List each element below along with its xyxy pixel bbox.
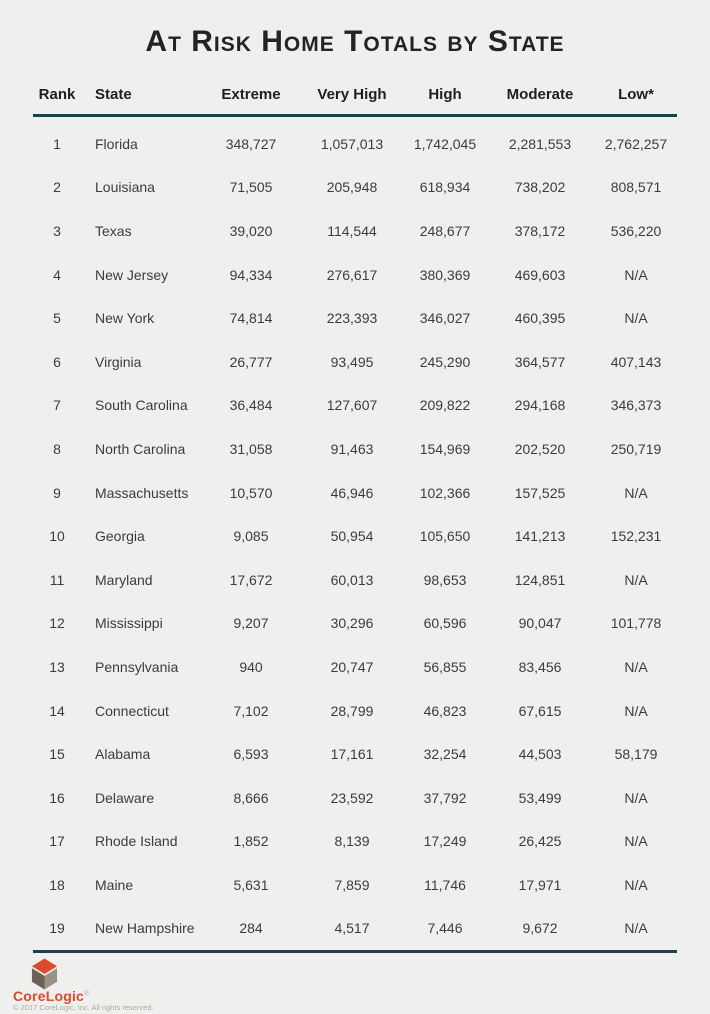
col-header-moderate: Moderate xyxy=(506,85,574,103)
cell-rank: 4 xyxy=(53,266,61,283)
cell-rank: 9 xyxy=(53,484,61,501)
cell-very-high: 60,013 xyxy=(330,571,374,588)
cell-extreme: 71,505 xyxy=(229,179,273,196)
cell-very-high: 114,544 xyxy=(327,222,377,239)
table-header-row xyxy=(33,78,677,110)
cell-moderate: 294,168 xyxy=(514,397,566,414)
cell-very-high: 127,607 xyxy=(326,397,378,414)
cell-extreme: 284 xyxy=(239,920,263,937)
cell-low: 2,762,257 xyxy=(604,135,668,152)
cell-extreme: 8,666 xyxy=(233,789,269,806)
brand-wordmark xyxy=(13,988,89,1004)
cell-high: 98,653 xyxy=(423,571,467,588)
cell-extreme: 9,207 xyxy=(233,615,269,632)
cell-state: Rhode Island xyxy=(95,833,178,850)
bottom-divider xyxy=(33,950,677,953)
cell-very-high: 205,948 xyxy=(326,179,378,196)
cell-high: 618,934 xyxy=(419,179,471,196)
cell-very-high: 1,057,013 xyxy=(320,135,384,152)
page-title: At Risk Home Totals by State xyxy=(145,25,565,58)
table-row xyxy=(33,776,677,820)
table-row xyxy=(33,863,677,907)
table-row xyxy=(33,514,677,558)
table-row xyxy=(33,689,677,733)
cell-rank: 17 xyxy=(49,833,65,850)
cell-moderate: 90,047 xyxy=(518,615,562,632)
cell-extreme: 7,102 xyxy=(233,702,269,719)
cell-state: Delaware xyxy=(95,789,155,806)
cell-high: 56,855 xyxy=(423,658,467,675)
cell-very-high: 30,296 xyxy=(330,615,374,632)
cell-low: 101,778 xyxy=(610,615,662,632)
cell-state: Georgia xyxy=(95,528,145,545)
cell-moderate: 460,395 xyxy=(514,310,566,327)
cell-rank: 11 xyxy=(49,571,65,588)
corelogic-cube-icon xyxy=(30,957,59,991)
cell-rank: 6 xyxy=(53,353,61,370)
cell-very-high: 8,139 xyxy=(334,833,370,850)
cell-low: N/A xyxy=(624,310,648,327)
table-row xyxy=(33,340,677,384)
cell-low: 152,231 xyxy=(610,528,662,545)
cell-rank: 12 xyxy=(49,615,65,632)
cell-low: N/A xyxy=(624,266,648,283)
cell-low: 407,143 xyxy=(610,353,662,370)
cell-rank: 14 xyxy=(49,702,65,719)
cell-high: 245,290 xyxy=(419,353,471,370)
cell-high: 1,742,045 xyxy=(413,135,477,152)
cell-low: N/A xyxy=(624,789,648,806)
cell-extreme: 36,484 xyxy=(229,397,273,414)
cell-rank: 15 xyxy=(49,746,65,763)
cell-state: South Carolina xyxy=(95,397,188,414)
cell-rank: 19 xyxy=(49,920,65,937)
cell-high: 380,369 xyxy=(419,266,471,283)
cell-low: N/A xyxy=(624,876,648,893)
cell-state: Maine xyxy=(95,876,134,893)
table-body xyxy=(33,117,677,950)
cell-state: Pennsylvania xyxy=(95,658,179,675)
cell-low: 808,571 xyxy=(610,179,662,196)
cell-moderate: 157,525 xyxy=(514,484,566,501)
cell-high: 37,792 xyxy=(423,789,467,806)
cell-very-high: 20,747 xyxy=(330,658,374,675)
cell-state: North Carolina xyxy=(95,440,186,457)
table-row xyxy=(33,820,677,864)
cell-very-high: 46,946 xyxy=(330,484,374,501)
cell-very-high: 23,592 xyxy=(330,789,374,806)
cell-moderate: 9,672 xyxy=(522,920,558,937)
cell-moderate: 364,577 xyxy=(514,353,566,370)
cell-state: Texas xyxy=(95,222,132,239)
cell-high: 102,366 xyxy=(419,484,471,501)
copyright-text: © 2017 CoreLogic, Inc. All rights reserved. xyxy=(13,1003,154,1012)
cell-high: 105,650 xyxy=(419,528,471,545)
cell-extreme: 10,570 xyxy=(229,484,273,501)
cell-extreme: 94,334 xyxy=(229,266,273,283)
cell-moderate: 83,456 xyxy=(518,658,562,675)
col-header-high: High xyxy=(428,85,462,103)
cell-state: Alabama xyxy=(95,746,151,763)
cell-high: 32,254 xyxy=(423,746,467,763)
cell-state: Virginia xyxy=(95,353,142,370)
cell-high: 11,746 xyxy=(424,876,466,893)
cell-moderate: 26,425 xyxy=(518,833,562,850)
cell-very-high: 276,617 xyxy=(326,266,378,283)
table-row xyxy=(33,558,677,602)
cell-very-high: 4,517 xyxy=(334,920,370,937)
table-row xyxy=(33,166,677,210)
cell-moderate: 53,499 xyxy=(518,789,562,806)
cell-extreme: 74,814 xyxy=(229,310,273,327)
cell-very-high: 17,161 xyxy=(330,746,374,763)
cell-low: N/A xyxy=(624,833,648,850)
table-row xyxy=(33,602,677,646)
table-row xyxy=(33,122,677,166)
cell-state: Florida xyxy=(95,135,138,152)
cell-rank: 7 xyxy=(53,397,61,414)
table-row xyxy=(33,732,677,776)
cell-very-high: 91,463 xyxy=(330,440,374,457)
cell-extreme: 1,852 xyxy=(233,833,269,850)
cell-moderate: 17,971 xyxy=(518,876,562,893)
cell-high: 346,027 xyxy=(419,310,471,327)
cell-moderate: 469,603 xyxy=(514,266,566,283)
cell-extreme: 940 xyxy=(239,658,263,675)
table-row xyxy=(33,209,677,253)
risk-table xyxy=(33,78,677,953)
col-header-rank: Rank xyxy=(38,85,76,103)
cell-state: New York xyxy=(95,310,155,327)
cell-moderate: 2,281,553 xyxy=(508,135,572,152)
cell-very-high: 93,495 xyxy=(330,353,374,370)
cell-low: N/A xyxy=(624,920,648,937)
cell-extreme: 39,020 xyxy=(229,222,273,239)
cell-rank: 8 xyxy=(53,440,61,457)
cell-high: 46,823 xyxy=(423,702,467,719)
col-header-extreme: Extreme xyxy=(221,85,281,103)
cell-low: 58,179 xyxy=(614,746,658,763)
cell-very-high: 223,393 xyxy=(326,310,378,327)
cell-high: 248,677 xyxy=(419,222,471,239)
cell-high: 7,446 xyxy=(427,920,463,937)
cell-state: Mississippi xyxy=(95,615,163,632)
cell-high: 60,596 xyxy=(423,615,467,632)
cell-low: 250,719 xyxy=(610,440,662,457)
cell-rank: 16 xyxy=(49,789,65,806)
col-header-very-high: Very High xyxy=(317,85,387,103)
cell-rank: 5 xyxy=(53,310,61,327)
cell-state: New Hampshire xyxy=(95,920,195,937)
cell-moderate: 67,615 xyxy=(518,702,562,719)
cell-moderate: 378,172 xyxy=(514,222,566,239)
cell-very-high: 50,954 xyxy=(330,528,374,545)
cell-rank: 1 xyxy=(53,135,61,152)
cell-rank: 13 xyxy=(49,658,65,675)
cell-moderate: 202,520 xyxy=(514,440,566,457)
table-row xyxy=(33,427,677,471)
cell-high: 209,822 xyxy=(419,397,471,414)
cell-moderate: 738,202 xyxy=(514,179,566,196)
table-row xyxy=(33,645,677,689)
cell-rank: 2 xyxy=(53,179,61,196)
cell-low: N/A xyxy=(624,658,648,675)
col-header-state: State xyxy=(95,85,132,103)
table-row xyxy=(33,296,677,340)
table-row xyxy=(33,907,677,951)
cell-low: N/A xyxy=(624,571,648,588)
cell-state: Connecticut xyxy=(95,702,169,719)
cell-rank: 18 xyxy=(49,876,65,893)
col-header-low: Low* xyxy=(618,85,654,103)
cell-low: N/A xyxy=(624,702,648,719)
registered-mark: ® xyxy=(84,990,90,998)
cell-high: 154,969 xyxy=(419,440,471,457)
cell-low: 346,373 xyxy=(610,397,662,414)
cell-extreme: 6,593 xyxy=(233,746,269,763)
cell-moderate: 124,851 xyxy=(514,571,566,588)
cell-state: Louisiana xyxy=(95,179,155,196)
cell-extreme: 17,672 xyxy=(229,571,273,588)
cell-rank: 10 xyxy=(49,528,65,545)
cell-extreme: 9,085 xyxy=(233,528,269,545)
table-row xyxy=(33,253,677,297)
cell-extreme: 5,631 xyxy=(233,876,269,893)
table-row xyxy=(33,471,677,515)
cell-moderate: 44,503 xyxy=(518,746,562,763)
cell-high: 17,249 xyxy=(423,833,467,850)
cell-low: N/A xyxy=(624,484,648,501)
table-row xyxy=(33,384,677,428)
cell-extreme: 348,727 xyxy=(225,135,277,152)
cell-rank: 3 xyxy=(53,222,61,239)
brand-name: CoreLogic xyxy=(13,988,85,1004)
cell-state: Maryland xyxy=(95,571,153,588)
cell-extreme: 31,058 xyxy=(229,440,273,457)
cell-moderate: 141,213 xyxy=(514,528,566,545)
cell-state: Massachusetts xyxy=(95,484,189,501)
cell-extreme: 26,777 xyxy=(229,353,273,370)
cell-state: New Jersey xyxy=(95,266,169,283)
cell-very-high: 28,799 xyxy=(330,702,374,719)
cell-low: 536,220 xyxy=(610,222,662,239)
cell-very-high: 7,859 xyxy=(334,876,370,893)
